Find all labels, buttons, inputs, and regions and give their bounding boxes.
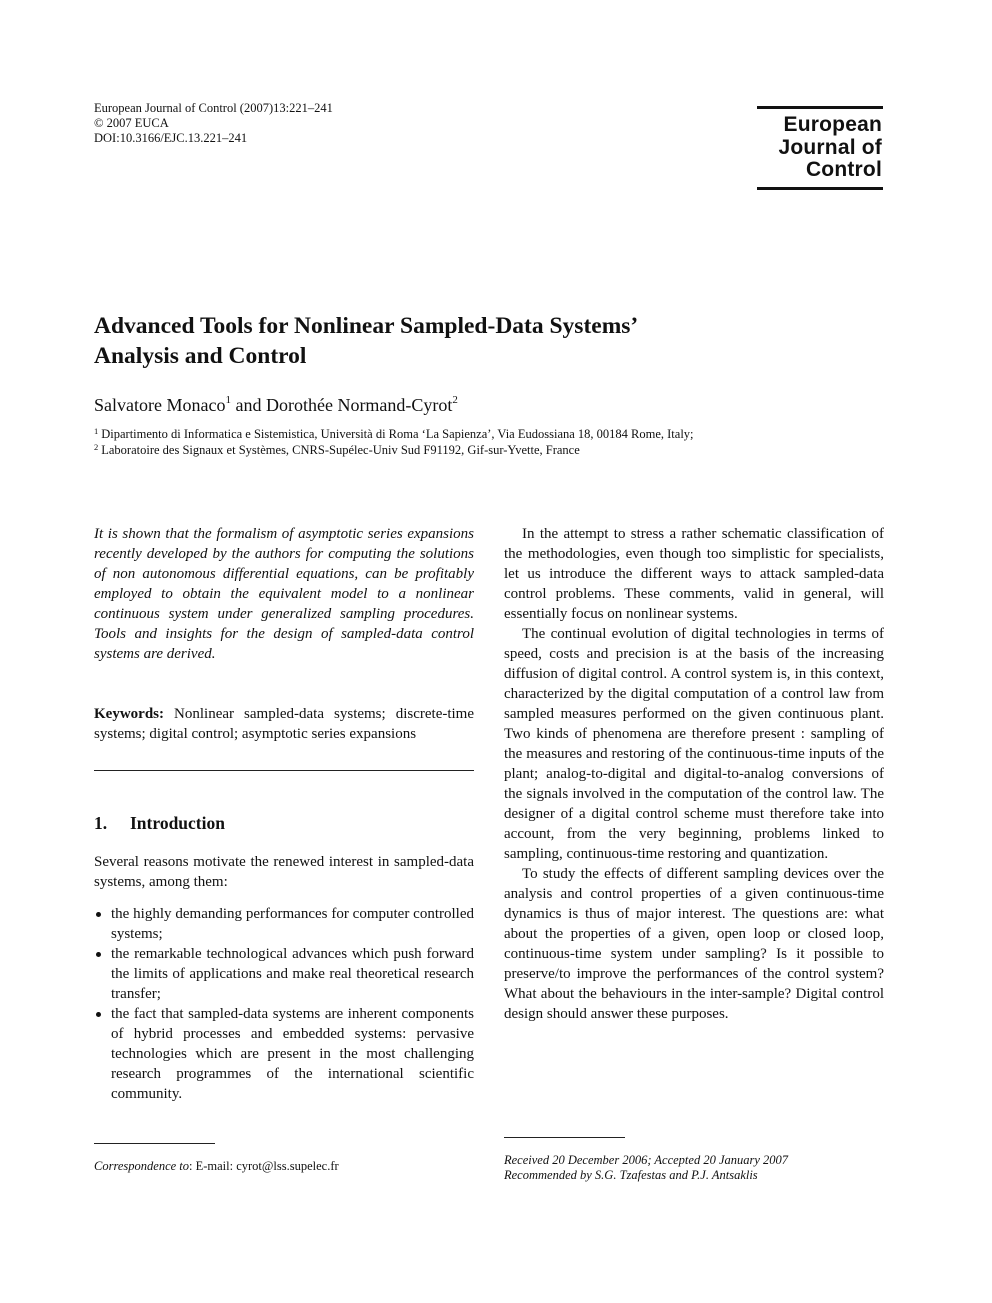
received-date: [504, 1153, 788, 1168]
abstract-text: It is shown that the formalism of asymptotic series expansions recently developed by the authors for computing the solutions of non autonomous differential equations, can be profitably employed to obtain the equivalent model to a nonlinear continuous system under generalized sampling procedures. Tools and insights for the design of sampled-data control systems are derived.: [94, 526, 474, 662]
submission-note: [504, 1153, 788, 1183]
author-2-mark: 2: [452, 394, 458, 406]
author-list: [94, 393, 458, 417]
logo-top-rule: [757, 106, 883, 109]
list-item: the remarkable technological advances which push forward the limits of applications and make real theoretical research transfer;: [94, 944, 474, 1004]
journal-citation: European Journal of Control (2007)13:221–241: [94, 101, 333, 115]
affiliation-2-mark: 2: [94, 442, 99, 452]
paper-title: [94, 311, 894, 371]
affiliation-2: [94, 442, 694, 458]
author-1: Salvatore Monaco: [94, 395, 226, 415]
intro-paragraph: Several reasons motivate the renewed interest in sampled-data systems, among them:: [94, 854, 474, 890]
keywords: [94, 704, 474, 744]
right-column-body: [504, 524, 884, 1024]
section-heading-introduction: [94, 812, 225, 834]
section-number: 1.: [94, 813, 108, 833]
body-paragraph: The continual evolution of digital technologies in terms of speed, costs and precision is at the basis of the increasing diffusion of digital control. A control system is, in this context, characterized by the digital computation of a control law from sampled measures performed on the given continuous plant. Two kinds of phenomena are therefore present : sampling of the measures and restoring of the continuous-time inputs of the plant; analog-to-digital and digital-to-analog conversions of the signals involved in the computation of the control law. The designer of a digital control scheme must therefore take into account, from the very beginning, problems linked to sampling, continuous-time restoring and quantization.: [504, 626, 884, 862]
logo-bottom-rule: [757, 187, 883, 190]
recommended-text: Recommended by S.G. Tzafestas and P.J. Antsaklis: [504, 1168, 758, 1182]
journal-copyright: © 2007 EUCA: [94, 116, 169, 130]
affiliation-1-text: Dipartimento di Informatica e Sistemistica, Università di Roma ‘La Sapienza’, Via Eudossiana 18, 00184 Rome, Italy;: [101, 427, 694, 441]
list-item: the fact that sampled-data systems are inherent components of hybrid processes and embedded systems: pervasive technologies which are present in the most challenging research programmes of the international scientific community.: [94, 1004, 474, 1104]
author-2: Dorothée Normand-Cyrot: [265, 395, 453, 415]
logo-line-1: European: [783, 113, 882, 136]
footnote-divider-right: [504, 1137, 625, 1138]
footnote-divider-left: [94, 1143, 215, 1144]
journal-meta: [94, 101, 333, 146]
affiliation-1-mark: 1: [94, 426, 99, 436]
keywords-label: Keywords:: [94, 706, 164, 722]
list-item: the highly demanding performances for computer controlled systems;: [94, 904, 474, 944]
keywords-text: Nonlinear sampled-data systems; discrete-time systems; digital control; asymptotic series expansions: [94, 706, 475, 742]
received-text: Received 20 December 2006; Accepted 20 January 2007: [504, 1153, 789, 1167]
correspondence-email[interactable]: : E-mail: cyrot@lss.supelec.fr: [189, 1159, 339, 1173]
logo-text: [778, 114, 882, 182]
recommended-by: [504, 1168, 788, 1183]
logo-line-2: Journal of: [778, 135, 882, 159]
body-paragraph: To study the effects of different sampling devices over the analysis and control properties of a given continuous-time dynamics is thus of major interest. The questions are: what about the properties of a given, open loop or closed loop, continuous-time system under sampling? Is it possible to preserve/to improve the performances of the control system? What about the behaviours in the inter-sample? Digital control design should answer these purposes.: [504, 866, 884, 1022]
correspondence-note: [94, 1159, 339, 1174]
abstract-divider: [94, 770, 474, 771]
title-line-2: Analysis and Control: [94, 343, 307, 369]
author-1-mark: 1: [225, 394, 231, 406]
title-line-1: Advanced Tools for Nonlinear Sampled-Data Systems’: [94, 313, 639, 339]
abstract: [94, 524, 474, 664]
section-title: Introduction: [130, 813, 225, 833]
body-paragraph: In the attempt to stress a rather schematic classification of the methodologies, even though too simplistic for specialists, let us introduce the different ways to attack sampled-data control problems. These comments, valid in general, will essentially focus on nonlinear systems.: [504, 526, 884, 622]
affiliations: [94, 426, 694, 458]
affiliation-1: [94, 426, 694, 442]
correspondence-label: Correspondence to: [94, 1159, 190, 1173]
journal-logo: [757, 106, 883, 190]
reasons-list: [94, 904, 474, 1104]
logo-line-3: Control: [805, 158, 882, 181]
journal-doi: DOI:10.3166/EJC.13.221–241: [94, 131, 248, 145]
author-conjunction: and: [235, 395, 262, 415]
introduction-body: [94, 852, 474, 1104]
keywords-paragraph: [94, 704, 474, 744]
affiliation-2-text: Laboratoire des Signaux et Systèmes, CNRS-Supélec-Univ Sud F91192, Gif-sur-Yvette, France: [101, 443, 580, 457]
